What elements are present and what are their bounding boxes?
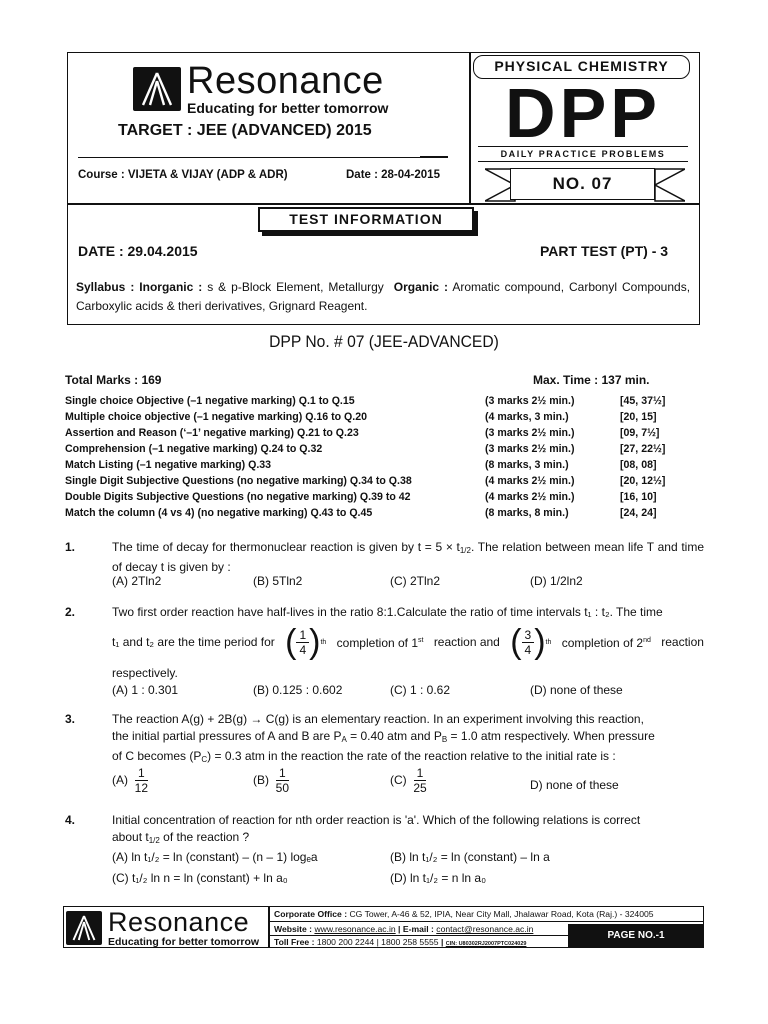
fraction-den: 50 (275, 781, 290, 795)
subscript: C (201, 755, 208, 764)
brand-tagline: Educating for better tomorrow (187, 100, 389, 116)
section-marks: (8 marks, 3 min.) (485, 459, 569, 471)
paren-left-icon: ( (510, 623, 522, 661)
section-marks: (3 marks 2½ min.) (485, 395, 575, 407)
syllabus (76, 278, 690, 316)
inorganic-text: s & p-Block Element, Metallurgy (207, 280, 384, 294)
option-a[interactable]: (A) ln t₁/₂ = ln (constant) – (n – 1) logₑa (112, 850, 318, 864)
option-d[interactable]: D) none of these (530, 778, 619, 792)
subscript: 1/2 (459, 546, 471, 555)
paren-left-icon: ( (285, 623, 297, 661)
option-label: (A) (112, 773, 128, 787)
option-c[interactable]: (C) 2Tln2 (390, 574, 441, 588)
option-a[interactable] (112, 766, 148, 795)
section-total: [20, 12½] (620, 475, 666, 487)
resonance-logo (133, 62, 388, 115)
question-text: Two first order reaction have half-lives in the ratio 8:1.Calculate the ratio of time intervals t₁ : t₂. The time (112, 605, 663, 619)
section-total: [24, 24] (620, 507, 657, 519)
section-marks: (3 marks 2½ min.) (485, 427, 575, 439)
question-text-part: of the reaction ? (159, 830, 250, 844)
question-text-part: about t (112, 830, 149, 844)
footer-corporate (274, 909, 654, 919)
option-c[interactable]: (C) t₁/₂ ln n = ln (constant) + ln a₀ (112, 871, 288, 885)
footer-divider (268, 906, 270, 948)
question-text-part: . The relation between mean life T and time of decay t is given by : (112, 540, 704, 574)
section-marks: (3 marks 2½ min.) (485, 443, 575, 455)
question-text-part: ) = 0.3 atm in the reaction the rate of the reaction relative to the initial rate is : (207, 749, 616, 763)
question-3 (65, 711, 705, 801)
fraction (413, 766, 426, 795)
option-b[interactable]: (B) 0.125 : 0.602 (253, 683, 343, 697)
resonance-logo-icon (66, 911, 102, 945)
fraction-group (285, 625, 326, 659)
section-total: [20, 15] (620, 411, 657, 423)
syllabus-label: Syllabus : (76, 280, 135, 294)
option-c[interactable]: (C) 1 : 0.62 (390, 683, 451, 697)
footer-rule (268, 921, 704, 922)
inorganic-label: Inorganic : (139, 280, 203, 294)
question-2 (65, 604, 705, 699)
fraction-den: 4 (299, 642, 307, 657)
question-1 (65, 539, 705, 599)
email-link[interactable]: contact@resonance.ac.in (436, 924, 534, 934)
question-text-part: = 1.0 atm respectively. When pressure (447, 729, 655, 743)
section-total: [16, 10] (620, 491, 657, 503)
footer-text: 1800 200 2244 | 1800 258 5555 (316, 937, 439, 947)
question-number: 3. (65, 712, 76, 726)
total-marks: Total Marks : 169 (65, 373, 162, 387)
section-name: Single choice Objective (–1 negative marking) Q.1 to Q.15 (65, 395, 355, 407)
section-total: [27, 22½] (620, 443, 666, 455)
brand-name: Resonance (108, 907, 250, 937)
question-text-part: the initial partial pressures of A and B are P (112, 729, 342, 743)
section-name: Assertion and Reason (‘–1’ negative marking) Q.21 to Q.23 (65, 427, 359, 439)
fraction (276, 766, 289, 795)
question-text-line: The reaction A(g) + 2B(g) → C(g) is an elementary reaction. In an experiment involving this reaction, (112, 712, 644, 726)
divider (420, 156, 448, 158)
fraction-den: 12 (134, 781, 149, 795)
fraction-den: 25 (413, 781, 427, 795)
dpp-heading: DPP (505, 74, 661, 152)
question-text-part (562, 632, 651, 652)
subscript: B (441, 735, 448, 744)
question-text-line (112, 624, 704, 660)
section-marks: (4 marks, 3 min.) (485, 411, 569, 423)
question-text-line (112, 829, 704, 849)
footer-logo (66, 909, 259, 948)
option-b[interactable] (253, 766, 289, 795)
section-name: Multiple choice objective (–1 negative marking) Q.16 to Q.20 (65, 411, 368, 423)
footer-label: Toll Free : (274, 937, 315, 947)
test-date: DATE : 29.04.2015 (78, 243, 198, 259)
fraction-num: 3 (522, 628, 535, 643)
question-text-line (112, 728, 704, 748)
dpp-number: NO. 07 (510, 168, 655, 200)
question-text (112, 539, 704, 576)
fraction-group (510, 625, 551, 659)
question-text-part: t₁ and t₂ are the time period for (112, 634, 275, 649)
test-info-title: TEST INFORMATION (258, 207, 474, 232)
max-time: Max. Time : 137 min. (533, 373, 650, 387)
subscript: A (341, 735, 347, 744)
option-c[interactable] (390, 766, 427, 795)
question-text-part: = 0.40 atm and P (346, 729, 442, 743)
question-text-part: reaction (661, 634, 704, 649)
section-total: [08, 08] (620, 459, 657, 471)
fraction-num: 1 (135, 766, 148, 781)
page-number: PAGE NO.-1 (568, 924, 704, 948)
organic-text: Aromatic compound, Carbonyl Compounds, Carboxylic acids & theri derivatives, Grignard Reagent. (76, 280, 691, 313)
paren-right-icon: ) (309, 623, 321, 661)
section-marks: (8 marks, 8 min.) (485, 507, 569, 519)
section-marks: (4 marks 2½ min.) (485, 491, 575, 503)
option-d[interactable]: (D) 1/2ln2 (530, 574, 583, 588)
section-name: Comprehension (–1 negative marking) Q.24 to Q.32 (65, 443, 323, 455)
superscript: th (545, 638, 552, 646)
question-text (112, 812, 704, 849)
question-text-part: The time of decay for thermonuclear reaction is given by t = 5 × t (112, 540, 460, 554)
fraction-num: 1 (296, 628, 309, 643)
website-link[interactable]: www.resonance.ac.in (314, 924, 396, 934)
footer-label: Corporate Office : (274, 909, 348, 919)
page-title: DPP No. # 07 (JEE-ADVANCED) (269, 332, 499, 351)
section-marks: (4 marks 2½ min.) (485, 475, 575, 487)
section-total: [45, 37½] (620, 395, 666, 407)
footer-label: E-mail : (402, 924, 434, 934)
footer-label: Website : (274, 924, 313, 934)
subject-banner: PHYSICAL CHEMISTRY (473, 55, 690, 79)
question-text-part: completion of 2 (561, 636, 644, 650)
option-d[interactable]: (D) ln t₁/₂ = n ln a₀ (390, 871, 487, 885)
footer-tollfree: Toll Free : 1800 200 2244 | 1800 258 5555 | CIN: U80302RJ2007PTC024029 (274, 937, 527, 947)
paren-right-icon: ) (534, 623, 546, 661)
fraction (296, 628, 309, 657)
fraction (135, 766, 148, 795)
part-test: PART TEST (PT) - 3 (540, 243, 669, 259)
question-text-line: Initial concentration of reaction for nth order reaction is 'a'. Which of the following relations is correct (112, 813, 641, 827)
question-text-part: of C becomes (P (112, 749, 202, 763)
option-b[interactable]: (B) ln t₁/₂ = ln (constant) – ln a (390, 850, 550, 864)
dpp-subheading: DAILY PRACTICE PROBLEMS (478, 146, 688, 162)
organic-label: Organic : (393, 280, 449, 294)
option-label: (C) (390, 773, 407, 787)
footer-cin: CIN: U80302RJ2007PTC024029 (445, 941, 527, 947)
option-label: (B) (253, 773, 269, 787)
section-name: Single Digit Subjective Questions (no negative marking) Q.34 to Q.38 (65, 475, 412, 487)
superscript: st (418, 637, 424, 644)
question-number: 4. (65, 813, 76, 827)
subscript: 1/2 (148, 836, 160, 845)
section-name: Match the column (4 vs 4) (no negative marking) Q.43 to Q.45 (65, 507, 373, 519)
footer-text: CG Tower, A-46 & 52, IPIA, Near City Mall, Jhalawar Road, Kota (Raj.) - 324005 (349, 909, 654, 919)
fraction-num: 1 (276, 766, 289, 781)
option-b[interactable]: (B) 5Tln2 (253, 574, 303, 588)
section-total: [09, 7½] (620, 427, 660, 439)
footer-contact: Website : www.resonance.ac.in | E-mail : contact@resonance.ac.in (274, 924, 534, 934)
option-a[interactable]: (A) 1 : 0.301 (112, 683, 179, 697)
resonance-logo-icon (133, 67, 181, 111)
section-name: Match Listing (–1 negative marking) Q.33 (65, 459, 272, 471)
option-d[interactable]: (D) none of these (530, 683, 623, 697)
brand-name: Resonance (187, 60, 384, 102)
question-text-part: reaction and (433, 634, 500, 649)
course-date: Date : 28-04-2015 (346, 169, 440, 181)
fraction (522, 628, 535, 657)
target-title: TARGET : JEE (ADVANCED) 2015 (118, 122, 372, 139)
brand-tagline: Educating for better tomorrow (108, 936, 260, 948)
question-text (112, 711, 704, 768)
fraction-num: 1 (414, 766, 427, 781)
section-name: Double Digits Subjective Questions (no negative marking) Q.39 to 42 (65, 491, 411, 503)
question-text: respectively. (112, 666, 178, 680)
superscript: nd (643, 637, 651, 644)
option-a[interactable]: (A) 2Tln2 (112, 574, 162, 588)
course-info: Course : VIJETA & VIJAY (ADP & ADR) (78, 169, 288, 181)
question-text-part (337, 632, 424, 652)
fraction-den: 4 (524, 642, 532, 657)
header-divider (469, 52, 471, 204)
footer-rule (268, 935, 568, 936)
question-text-part: completion of 1 (336, 636, 419, 650)
question-number: 1. (65, 540, 76, 554)
question-number: 2. (65, 605, 76, 619)
question-text-line (112, 748, 704, 768)
divider (78, 157, 448, 158)
question-4 (65, 812, 705, 892)
superscript: th (320, 638, 327, 646)
